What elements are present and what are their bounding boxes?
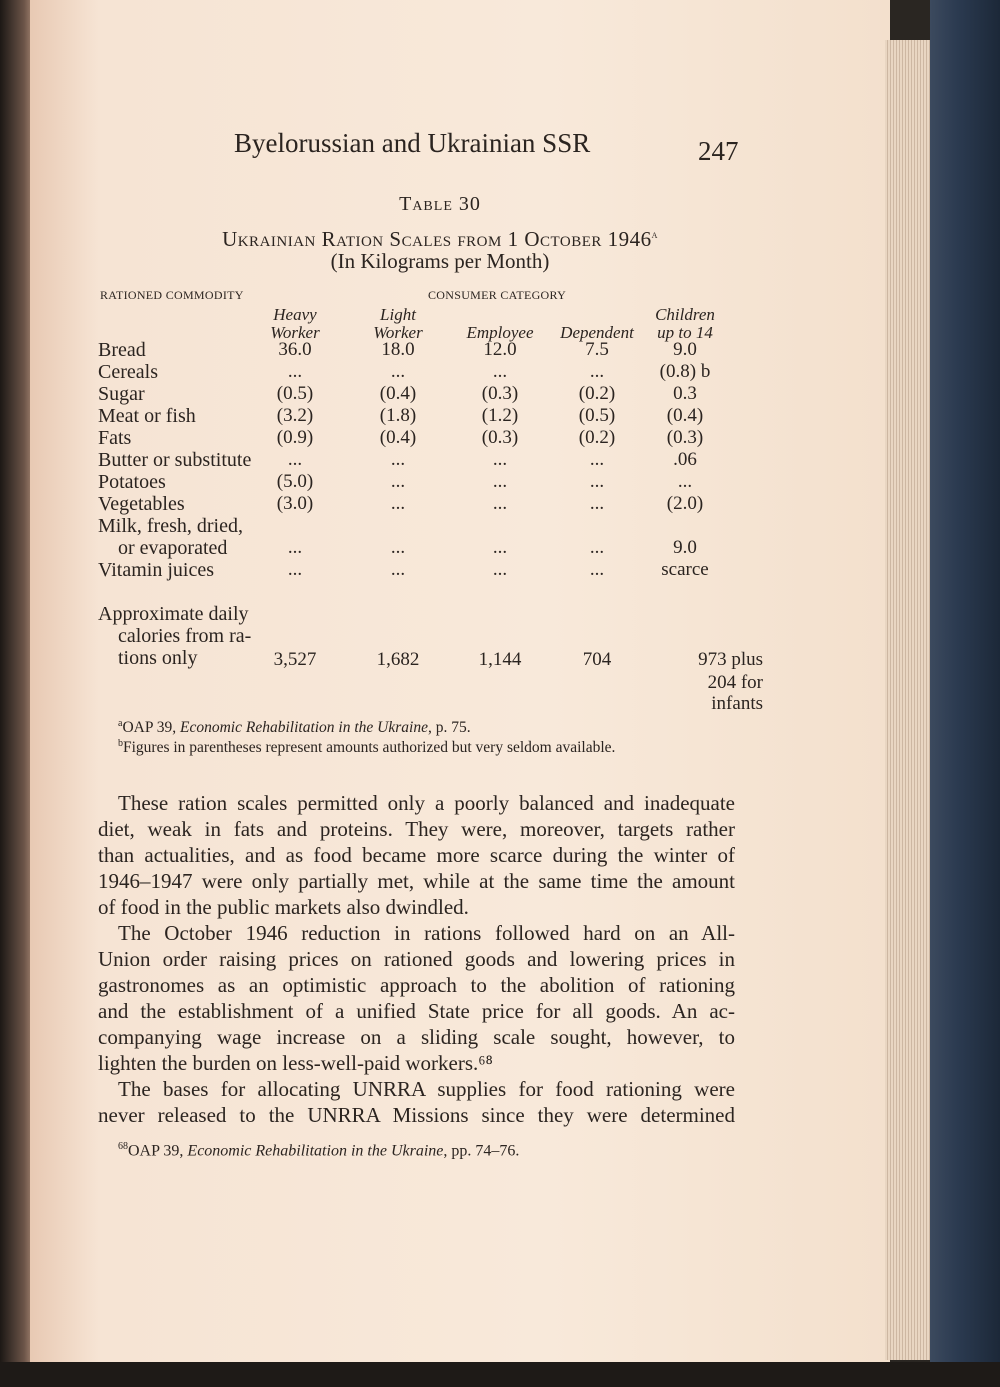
table-cell: ... [589,449,605,470]
table-row [98,537,738,559]
table-cell: (1.2) [481,405,519,426]
table-cell: ... [390,537,406,558]
table-cell: ... [492,449,508,470]
footnote-mark: 68 [118,1141,128,1152]
calories-label-line [98,603,738,625]
table-cell: ... [589,559,605,580]
table-row [98,427,738,449]
calories-value: 1,682 [376,649,420,670]
column-header [630,306,740,342]
column-header [445,306,555,342]
page-edges [885,40,935,1360]
footnote-text: , pp. 74–76. [443,1142,520,1160]
column-header-line1 [445,306,555,324]
table-cell: scarce [661,559,709,580]
table-number: Table 30 [399,193,481,215]
paragraph [98,920,735,1076]
table-cell: (0.3) [481,383,519,404]
table-cell: ... [492,471,508,492]
column-spanner: CONSUMER CATEGORY [428,288,567,302]
row-label: Cereals [98,361,158,383]
row-label: Meat or fish [98,405,196,427]
table-cell: 0.3 [673,383,697,404]
footnote-mark: b [118,738,123,749]
table-cell: ... [492,537,508,558]
column-header-line2: Worker [373,323,423,342]
row-label: Milk, fresh, dried, [98,515,243,537]
column-header-line2: Worker [270,323,320,342]
table-row [98,493,738,515]
footnote-text: , p. 75. [427,719,471,737]
table-footnote [118,718,471,737]
table-cell: (0.4) [379,427,417,448]
calories-value: infants [711,693,763,714]
calories-label: Approximate daily [98,603,249,625]
text-line: 1946–1947 were only partially met, while at the same time the amount [98,869,735,893]
table-cell: ... [287,361,303,382]
text-line: Union order raising prices on rationed goods and lowering prices in [98,947,735,971]
table-cell: (0.5) [276,383,314,404]
table-cell: ... [589,537,605,558]
row-label: Potatoes [98,471,166,493]
table-cell: ... [677,471,693,492]
footnote-italic: Economic Rehabilitation in the Ukraine [187,1142,444,1160]
table-cell: ... [287,449,303,470]
table-row [98,559,738,581]
column-header-line2: up to 14 [657,323,713,342]
table-cell: (0.3) [481,427,519,448]
table-cell: 12.0 [483,339,517,360]
column-header [343,306,453,342]
table-cell: ... [589,361,605,382]
table-cell: ... [390,559,406,580]
text-line: than actualities, and as food became more scarce during the winter of [98,843,735,867]
table-footnote [118,738,615,757]
calories-value: 704 [582,649,612,670]
table-cell: (3.2) [276,405,314,426]
paragraph [98,1076,735,1128]
table-row [98,471,738,493]
calories-row-cont [98,693,763,715]
row-label: or evaporated [118,537,228,559]
column-header-line2: Dependent [560,323,634,342]
table-cell: ... [390,471,406,492]
body-text [98,790,735,1128]
text-line: and the establishment of a unified State price for all goods. An ac- [98,999,735,1023]
table-cell: ... [589,471,605,492]
column-header [240,306,350,342]
table-cell: ... [287,537,303,558]
row-label: Fats [98,427,132,449]
table-cell: (0.5) [578,405,616,426]
page-number: 247 [698,136,739,166]
footnote-italic: Economic Rehabilitation in the Ukraine [180,719,428,737]
text-line: of food in the public markets also dwindled. [98,895,469,919]
text-line: diet, weak in fats and proteins. They were, moreover, targets rather [98,817,735,841]
footnote-text: Figures in parentheses represent amounts authorized but very seldom available. [123,739,616,757]
table-row [98,339,738,361]
table-cell: ... [492,361,508,382]
table-subtitle: (In Kilograms per Month) [330,249,550,273]
table-cell: (0.3) [666,427,704,448]
table-row [98,515,738,537]
row-label: Butter or substitute [98,449,252,471]
table-cell: ... [390,449,406,470]
table-cell: (0.4) [379,383,417,404]
table-cell: ... [390,493,406,514]
table-title-text: Ukrainian Ration Scales from 1 October 1946 [222,227,652,251]
table-cell: ... [492,559,508,580]
text-line: never released to the UNRRA Missions since they were determined [98,1103,735,1127]
table-cell: (0.9) [276,427,314,448]
table-row [98,361,738,383]
column-header-line2: Employee [466,323,534,342]
row-label: Vegetables [98,493,185,515]
text-line: companying wage increase on a sliding scale sought, however, to [98,1025,735,1049]
table-row [98,405,738,427]
table-cell: 18.0 [381,339,415,360]
table-cell: (1.8) [379,405,417,426]
calories-label: tions only [118,647,198,669]
stub-head: RATIONED COMMODITY [100,288,244,302]
table-cell: ... [390,361,406,382]
table-cell: (0.4) [666,405,704,426]
table-cell: .06 [673,449,697,470]
text-line: The October 1946 reduction in rations followed hard on an All- [118,921,735,945]
table-cell: (5.0) [276,471,314,492]
row-label: Sugar [98,383,145,405]
table-cell: (3.0) [276,493,314,514]
table-cell: 9.0 [673,339,697,360]
footnote-text: OAP 39, [128,1142,188,1160]
footnote-marker: a [651,227,658,241]
table-row [98,383,738,405]
footnote-text: OAP 39, [122,719,181,737]
calories-value: 973 plus [698,649,763,670]
calories-label: calories from ra- [118,625,252,647]
calories-row [98,649,763,671]
column-header-line1: Light [380,305,416,324]
text-line: These ration scales permitted only a poorly balanced and inadequate [118,791,735,815]
table-cell: (2.0) [666,493,704,514]
calories-label-line [98,625,738,647]
running-head: Byelorussian and Ukrainian SSR [234,128,591,158]
paragraph [98,790,735,920]
column-header-line1: Children [655,305,715,324]
footnote-68 [118,1141,519,1160]
table-cell: 7.5 [585,339,609,360]
text-line: The bases for allocating UNRRA supplies for food rationing were [118,1077,735,1101]
row-label: Vitamin juices [98,559,214,581]
table-cell: 36.0 [278,339,312,360]
book-cover [930,0,1000,1387]
table-cell: ... [589,493,605,514]
table-cell: ... [287,559,303,580]
text-line: lighten the burden on less-well-paid workers.⁶⁸ [98,1051,493,1075]
column-header-line1: Heavy [273,305,317,324]
footnote-mark: a [118,718,123,729]
table-cell: (0.2) [578,383,616,404]
table-row [98,449,738,471]
calories-row-cont [98,672,763,694]
table-cell: (0.2) [578,427,616,448]
row-label: Bread [98,339,146,361]
table-cell: (0.8) b [659,361,711,382]
calories-value: 1,144 [478,649,522,670]
table-cell: 9.0 [673,537,697,558]
background [0,1362,1000,1387]
text-line: gastronomes as an optimistic approach to the abolition of rationing [98,973,735,997]
calories-value: 3,527 [273,649,317,670]
calories-value: 204 for [707,672,763,693]
table-cell: ... [492,493,508,514]
